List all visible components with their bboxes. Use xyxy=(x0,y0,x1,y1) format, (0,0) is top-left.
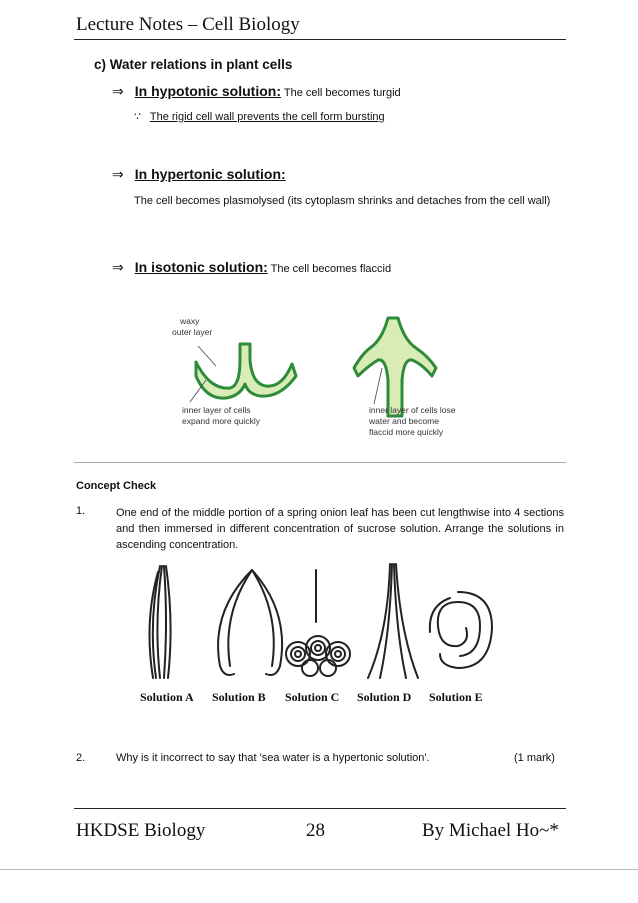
implies-arrow-icon: ⇒ xyxy=(112,166,124,182)
label-waxy-1: waxy xyxy=(180,316,200,326)
strip-bundle-e xyxy=(430,592,492,668)
question-1-number: 1. xyxy=(76,505,86,517)
page-edge-line xyxy=(0,869,638,870)
strip-bundle-b xyxy=(218,570,282,675)
concept-check-title: Concept Check xyxy=(76,480,157,492)
point-hypertonic-heading: In hypertonic solution: xyxy=(134,166,286,182)
label-right-2: water and become xyxy=(369,416,439,426)
question-2-marks: (1 mark) xyxy=(514,752,555,764)
point-isotonic xyxy=(112,259,391,276)
implies-arrow-icon: ⇒ xyxy=(112,259,124,275)
strip-bundle-c xyxy=(286,570,350,676)
question-1-text: One end of the middle portion of a spring onion leaf has been cut lengthwise into 4 sections and then immersed in different concentration of sucrose solution. Arrange the solutions in ascending concentration. xyxy=(116,507,564,551)
footer-author: By Michael Ho~* xyxy=(422,820,559,841)
point-hypertonic xyxy=(112,166,286,183)
point-isotonic-text: The cell becomes flaccid xyxy=(270,263,392,275)
implies-arrow-icon: ⇒ xyxy=(112,83,124,99)
footer-divider xyxy=(74,808,566,809)
solution-c-label: Solution C xyxy=(285,690,340,704)
leader-line xyxy=(374,368,382,404)
footer-course: HKDSE Biology xyxy=(76,820,206,841)
turgid-tissue-shape xyxy=(196,344,296,398)
point-reason xyxy=(134,110,385,123)
section-title xyxy=(94,57,292,72)
solution-b-label: Solution B xyxy=(212,690,266,704)
section-divider xyxy=(74,462,566,463)
spring-onion-figure xyxy=(140,562,500,690)
page-number: 28 xyxy=(306,820,325,841)
flaccid-tissue-shape xyxy=(354,318,436,416)
strip-bundle-d xyxy=(368,564,418,678)
solution-a-label: Solution A xyxy=(140,690,194,704)
question-2-number: 2. xyxy=(76,752,86,764)
solution-e-label: Solution E xyxy=(429,690,483,704)
solution-d-label: Solution D xyxy=(357,690,412,704)
page-header-title: Lecture Notes – Cell Biology xyxy=(76,14,300,35)
point-hypertonic-text: The cell becomes plasmolysed (its cytoplasm shrinks and detaches from the cell wall) xyxy=(134,195,551,207)
point-hypotonic-heading: In hypotonic solution: xyxy=(134,83,281,99)
label-right-3: flaccid more quickly xyxy=(369,427,444,437)
point-reason-text: The rigid cell wall prevents the cell form bursting xyxy=(149,111,385,123)
header-divider xyxy=(74,39,566,40)
label-waxy-2: outer layer xyxy=(172,327,213,337)
section-label: c) xyxy=(94,57,107,72)
point-hypotonic-text: The cell becomes turgid xyxy=(283,87,401,99)
point-isotonic-heading: In isotonic solution: xyxy=(134,259,268,275)
point-hypotonic xyxy=(112,83,401,100)
because-symbol-icon: ∵ xyxy=(134,111,141,123)
label-right-1: inner layer of cells lose xyxy=(369,405,456,415)
strip-bundle-a xyxy=(149,566,170,678)
section-title-text: Water relations in plant cells xyxy=(109,57,293,72)
label-left-1: inner layer of cells xyxy=(182,405,251,415)
question-2-text: Why is it incorrect to say that 'sea water is a hypertonic solution'. xyxy=(116,752,430,764)
leader-line xyxy=(198,346,216,366)
leaf-tissue-figure xyxy=(160,310,480,446)
label-left-2: expand more quickly xyxy=(182,416,260,426)
